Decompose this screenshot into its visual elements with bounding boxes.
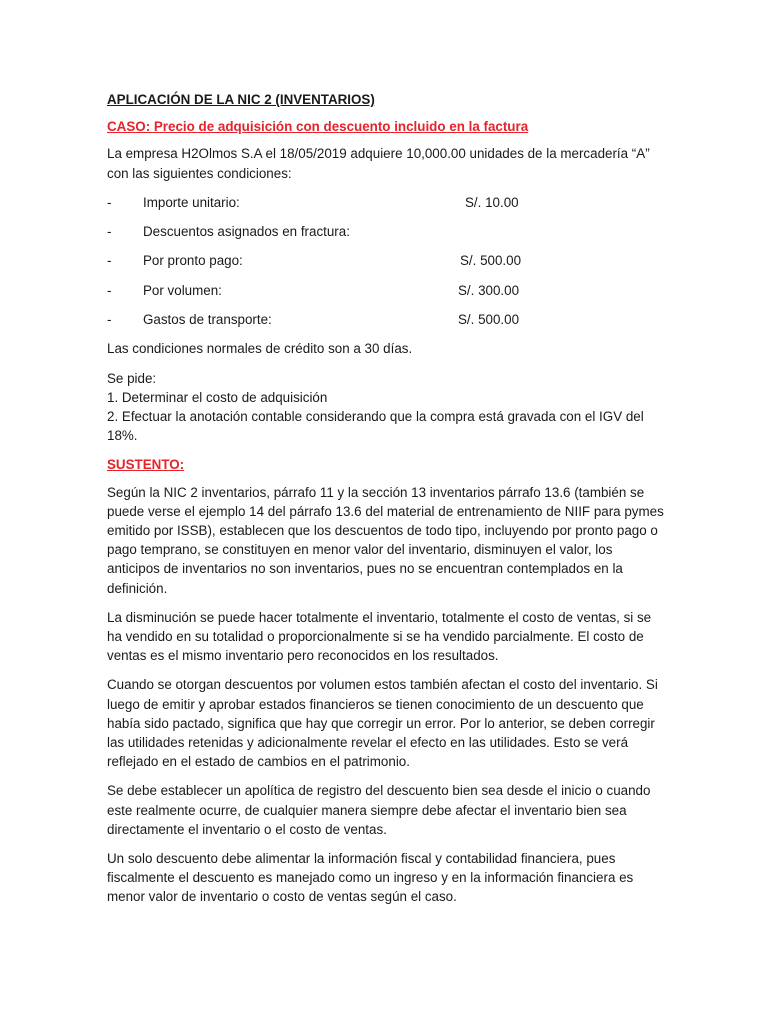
requirement-2: 2. Efectuar la anotación contable considerando que la compra está gravada con el IGV del 18%. — [107, 408, 644, 444]
case-heading: CASO: Precio de adquisición con descuento incluido en la factura — [107, 119, 529, 135]
condition-item — [107, 222, 667, 241]
support-paragraph: Según la NIC 2 inventarios, párrafo 11 y la sección 13 inventarios párrafo 13.6 (también se puede verse el ejemplo 14 del párrafo 13.6 del material de entrenamiento de NIIF para pymes emitido por ISSB), establecen que los descuentos de todo tipo, incluyendo por pronto pago o pago temprano, se constituyen en menor valor del inventario, disminuyen el valor, los anticipos de inventarios no son inventarios, pues no se encuentran contemplados en la definición. — [107, 484, 664, 596]
item-amount: S/. 300.00 — [458, 282, 520, 298]
support-heading: SUSTENTO: — [107, 457, 185, 473]
requirement-1: 1. Determinar el costo de adquisición — [107, 389, 328, 405]
item-label: Importe unitario: — [143, 194, 240, 210]
item-label: Por volumen: — [143, 282, 222, 298]
item-dash: - — [107, 312, 112, 327]
item-label: Gastos de transporte: — [143, 312, 272, 327]
condition-item — [107, 281, 667, 300]
item-label: Por pronto pago: — [143, 253, 243, 269]
condition-item — [107, 251, 667, 270]
support-paragraph: Cuando se otorgan descuentos por volumen estos también afectan el costo del inventario. Si luego de emitir y aprobar estados financieros se tienen conocimiento de un descuento que había sido pactado, significa que hay que corregir un error. Por lo anterior, se deben corregir las utilidades retenidas y adicionalmente revelar el efecto en las utilidades. Esto se verá reflejado en el estado de cambios en el patrimonio. — [107, 677, 658, 770]
document-title: APLICACIÓN DE LA NIC 2 (INVENTARIOS) — [107, 92, 375, 107]
item-dash: - — [107, 224, 112, 240]
support-paragraph: La disminución se puede hacer totalmente el inventario, totalmente el costo de ventas, si se ha vendido en su totalidad o proporcionalmente si se ha vendido parcialmente. El costo de ventas es el mismo inventario pero reconocidos en los resultados. — [107, 609, 652, 664]
condition-item — [107, 310, 667, 329]
item-amount: S/. 500.00 — [460, 253, 522, 269]
item-label: Descuentos asignados en fractura: — [143, 224, 350, 240]
support-paragraph: Un solo descuento debe alimentar la información fiscal y contabilidad financiera, pues fiscalmente el descuento es manejado como un ingreso y en la información financiera es menor valor de inventario o costo de ventas según el caso. — [107, 850, 634, 905]
item-dash: - — [107, 282, 112, 298]
intro-paragraph: La empresa H2Olmos S.A el 18/05/2019 adquiere 10,000.00 unidades de la mercadería “A” con las siguientes condiciones: — [107, 146, 650, 181]
requirements-title: Se pide: — [107, 370, 157, 386]
credit-conditions: Las condiciones normales de crédito son a 30 días. — [107, 341, 413, 357]
item-dash: - — [107, 194, 112, 210]
item-amount: S/. 500.00 — [458, 312, 520, 327]
condition-item — [107, 193, 667, 212]
requirements-block — [107, 369, 667, 446]
document-body — [107, 90, 667, 917]
item-dash: - — [107, 253, 112, 269]
support-paragraph: Se debe establecer un apolítica de registro del descuento bien sea desde el inicio o cuando este realmente ocurre, de cualquier manera siempre debe afectar el inventario bien sea directamente el inventario o el costo de ventas. — [107, 783, 651, 837]
item-amount: S/. 10.00 — [465, 194, 519, 210]
